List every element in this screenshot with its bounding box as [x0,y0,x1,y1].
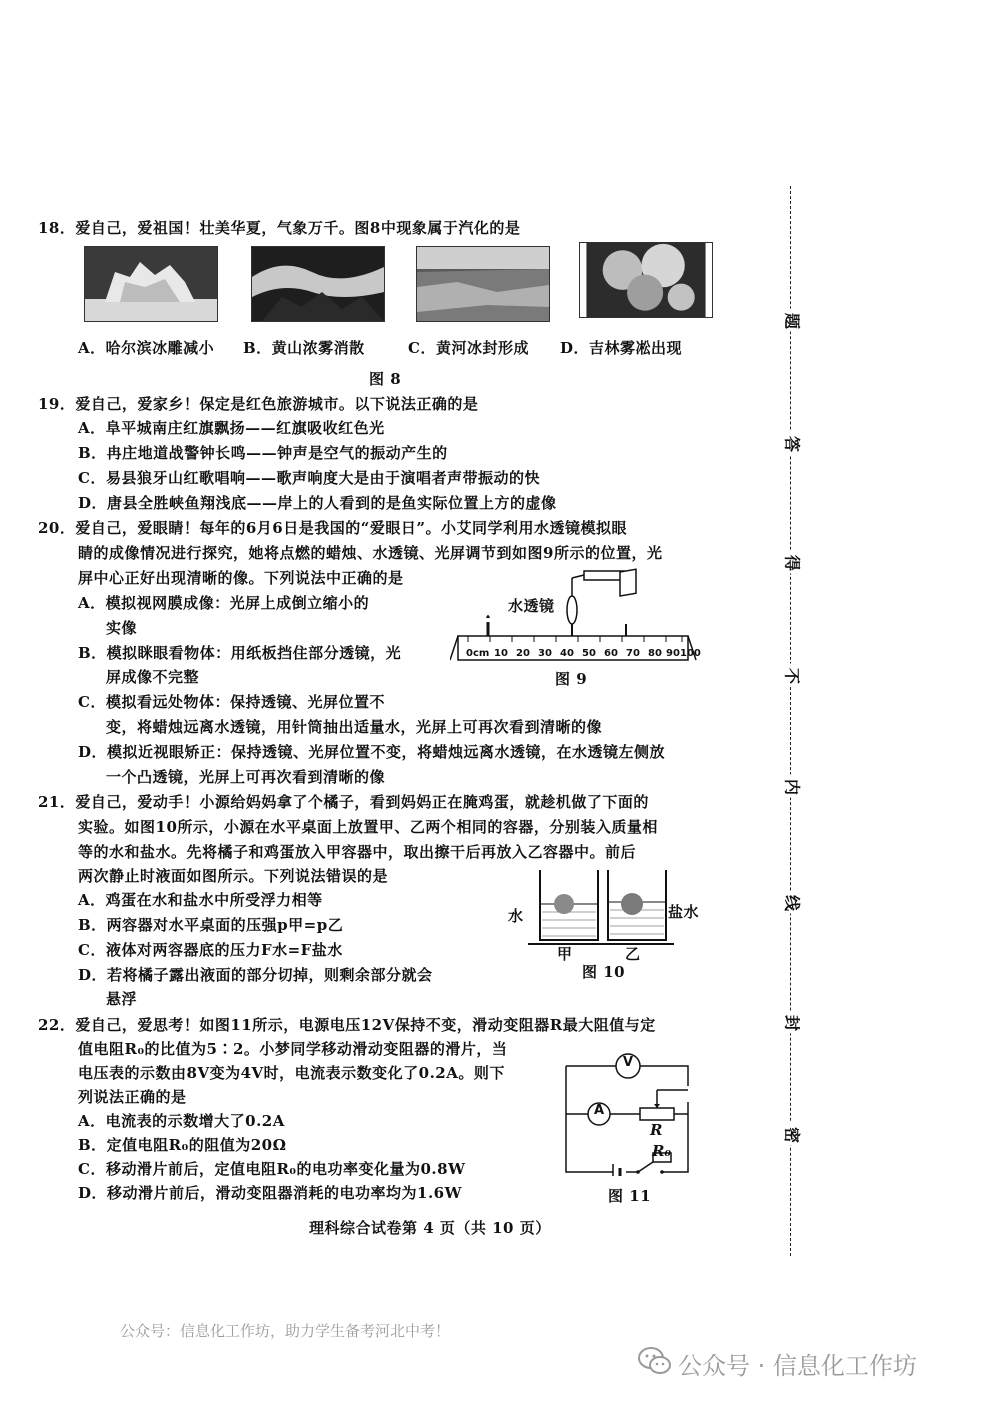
ruler-tick-90: 90 [666,648,680,659]
wechat-account-name: 公众号 · 信息化工作坊 [678,1352,917,1380]
binding-dashed-line [790,186,791,1256]
wechat-promo-line: 公众号：信息化工作坊，助力学生备考河北中考！ [120,1322,451,1340]
q20-line-2: 睛的成像情况进行探究，她将点燃的蜡烛、水透镜、光屏调节到如图9所示的位置，光 [78,544,663,562]
ruler-tick-80: 80 [648,648,662,659]
q22-option-b: B．定值电阻R₀的阻值为20Ω [78,1136,287,1154]
q21-line-1: 21．爱自己，爱动手！小源给妈妈拿了个橘子，看到妈妈正在腌鸡蛋，就趁机做了下面的 [38,793,649,811]
q20-line-3: 屏中心正好出现清晰的像。下列说法中正确的是 [78,569,404,587]
page-number-footer: 理科综合试卷第 4 页（共 10 页） [309,1219,551,1237]
fixed-resistor-label: R₀ [652,1142,672,1160]
q21-line-3: 等的水和盐水。先将橘子和鸡蛋放入甲容器中，取出擦干后再放入乙容器中。前后 [78,843,637,861]
photo-ice-sculpture [84,246,218,322]
q22-option-a: A．电流表的示数增大了0.2A [78,1112,285,1130]
wechat-logo-icon [638,1346,672,1376]
side-label-2: 答 [784,433,801,453]
q21-option-c: C．液体对两容器底的压力F水=F盐水 [78,941,343,959]
q19-option-a: A．阜平城南庄红旗飘扬——红旗吸收红色光 [78,419,385,437]
q22-option-c: C．移动滑片前后，定值电阻R₀的电功率变化量为0.8W [78,1160,466,1178]
voltmeter-symbol: V [623,1055,634,1070]
q19-option-d: D．唐县全胜峡鱼翔浅底——岸上的人看到的是鱼实际位置上方的虚像 [78,494,557,512]
figure-10-caption: 图 10 [582,963,626,981]
ruler-tick-10: 10 [494,648,508,659]
ruler-tick-0: 0cm [466,648,490,659]
figure-9-caption: 图 9 [555,670,588,688]
q20-option-a: A．模拟视网膜成像：光屏上成倒立缩小的 [78,594,370,612]
q20-option-b: B．模拟眯眼看物体：用纸板挡住部分透镜，光 [78,644,402,662]
q18-option-d: D．吉林雾凇出现 [560,339,683,357]
q21-option-a: A．鸡蛋在水和盐水中所受浮力相等 [78,891,323,909]
ruler-ticks [466,648,701,662]
side-label-1: 题 [784,310,801,330]
ruler-tick-30: 30 [538,648,552,659]
q21-option-b: B．两容器对水平桌面的压强p甲=p乙 [78,916,344,934]
photo-huangshan-fog [251,246,385,322]
q21-option-d-cont: 悬浮 [106,990,138,1008]
q20-option-d-cont: 一个凸透镜，光屏上可再次看到清晰的像 [106,768,386,786]
ruler-tick-40: 40 [560,648,574,659]
figure-11-caption: 图 11 [608,1187,652,1205]
q22-option-d: D．移动滑片前后，滑动变阻器消耗的电功率均为1.6W [78,1184,462,1202]
side-label-7: 封 [784,1012,801,1032]
q21-line-2: 实验。如图10所示，小源在水平桌面上放置甲、乙两个相同的容器，分别装入质量相 [78,818,658,836]
q20-line-1: 20．爱自己，爱眼睛！每年的6月6日是我国的“爱眼日”。小艾同学利用水透镜模拟眼 [38,519,628,537]
q21-line-4: 两次静止时液面如图所示。下列说法错误的是 [78,867,389,885]
q20-option-d: D．模拟近视眼矫正：保持透镜、光屏位置不变，将蜡烛远离水透镜，在水透镜左侧放 [78,743,666,761]
side-label-3: 得 [784,552,801,572]
side-label-8: 密 [784,1124,801,1144]
ruler-tick-70: 70 [626,648,640,659]
ruler-tick-60: 60 [604,648,618,659]
photo-jilin-rime [579,242,713,318]
q22-line-2: 值电阻R₀的比值为5∶2。小梦同学移动滑动变阻器的滑片，当 [78,1040,508,1058]
side-label-5: 内 [784,776,801,796]
container-jia-label: 甲 [557,945,573,963]
side-label-6: 线 [784,892,801,912]
q19-option-c: C．易县狼牙山红歌唱响——歌声响度大是由于演唱者声带振动的快 [78,469,540,487]
photo-yellow-river-ice [416,246,550,322]
q19-option-b: B．冉庄地道战警钟长鸣——钟声是空气的振动产生的 [78,444,448,462]
q20-option-c: C．模拟看远处物体：保持透镜、光屏位置不 [78,693,385,711]
q22-line-3: 电压表的示数由8V变为4V时，电流表示数变化了0.2A。则下 [78,1064,505,1082]
ammeter-symbol: A [594,1103,605,1118]
figure-8-caption: 图 8 [369,370,402,388]
rheostat-label: R [650,1121,663,1139]
q19-stem: 19．爱自己，爱家乡！保定是红色旅游城市。以下说法正确的是 [38,395,479,413]
figure-10-containers [528,868,674,948]
water-label: 水 [508,907,524,925]
q18-option-a: A．哈尔滨冰雕减小 [78,339,215,357]
side-label-4: 不 [784,665,801,685]
water-lens-label: 水透镜 [508,597,555,615]
q22-line-4: 列说法正确的是 [78,1088,187,1106]
q18-option-c: C．黄河冰封形成 [408,339,529,357]
q22-line-1: 22．爱自己，爱思考！如图11所示，电源电压12V保持不变，滑动变阻器R最大阻值与定 [38,1016,656,1034]
ruler-tick-20: 20 [516,648,530,659]
q21-option-d: D．若将橘子露出液面的部分切掉，则剩余部分就会 [78,966,433,984]
q18-option-b: B．黄山浓雾消散 [243,339,365,357]
q18-stem: 18．爱自己，爱祖国！壮美华夏，气象万千。图8中现象属于汽化的是 [38,219,521,237]
q20-option-b-cont: 屏成像不完整 [106,668,200,686]
ruler-tick-100: 100 [680,648,701,659]
q20-option-c-cont: 变，将蜡烛远离水透镜，用针筒抽出适量水，光屏上可再次看到清晰的像 [106,718,603,736]
ruler-tick-50: 50 [582,648,596,659]
container-yi-label: 乙 [625,945,641,963]
brine-label: 盐水 [668,903,700,921]
q20-option-a-cont: 实像 [106,619,138,637]
